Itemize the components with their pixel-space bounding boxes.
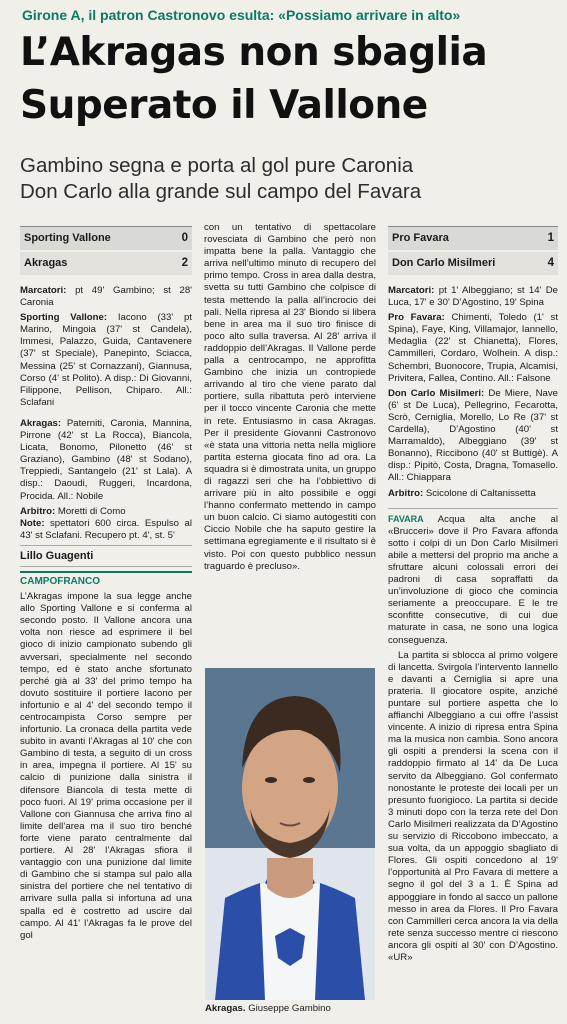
referee-paragraph [388, 488, 558, 500]
referee-label: Arbitro: [20, 505, 56, 517]
away-lineup-text: De Miere, Nave (6' st De Luca), Pellegrino, Fecarotta, Scrò, Cerniglia, Morello, Lo Re (37' st Cardella), D’Agostino (40' st Marramaldo), Albeggiano (39' st Bonanno), Riccibono (40' st Buttigè). A disp.: Pipitò, Costa, Dragna, Tomasello. All.: Chiappara [388, 387, 558, 484]
home-lineup-label: Sporting Vallone: [20, 312, 108, 324]
article-body-right-2: La partita si sblocca al primo volgere di lancetta. Svirgola l’intervento Iannello e davanti a Cerniglia si apre una prateria. Il giocatore ospite, anziché puntare sul portiere aspetta che lo affianchi Albeggiano a cui offre l’assist vincente. A inizio di ripresa entra Spina ma la musica non cambia. Sono ancora gli ospiti a prendersi la scena con il raddoppio firmato al 14' da De Luca servito da Albeggiano. Gol confermato nonostante le proteste dei locali per un presunto fuorigioco. La partita si decide 3 minuti dopo con la terza rete del Don Carlo Misilmeri realizzata da D’Agostino su servizio di Riccobono imbeccato, a sua volta, da un appoggio sbagliato di Flores. Gli ospiti concedono al 19' l’opportunità al Pro Favara di mettere a segno il gol del 3 a 1. È Spina ad appoggiare in fondo al sacco un pallone messo in area da Flores. Il Pro Favara con Cammilleri cerca ancora la via della rete senza successo mentre ci riescono ancora gli ospiti al 30' con D’Agostino. «UR» [388, 649, 558, 963]
subhead-line-1: Gambino segna e porta al gol pure Caronia [20, 154, 414, 177]
team-name: Akragas [24, 257, 68, 270]
author-byline: Lillo Guagenti [20, 545, 192, 567]
referee-label: Arbitro: [388, 487, 424, 499]
score-row-home [20, 227, 192, 250]
left-column [20, 226, 192, 945]
away-lineup-label: Don Carlo Misilmeri: [388, 387, 485, 399]
referee-paragraph [20, 506, 192, 518]
caption-text: Giuseppe Gambino [245, 1003, 331, 1014]
home-lineup-text: Chimenti, Toledo (1' st Spina), Faye, King, Villamajor, Iannello, Medaglia (22' st Chianetta), Flores, Cammilleri, Cordaro, Wolhein. A disp.: Schembri, Buonocore, Trupia, Alcamisi, Privitera, Fallea, Contino. All.: Falsone [388, 312, 558, 384]
headline-line-1: L’Akragas non sbaglia [20, 30, 488, 75]
photo-caption [205, 1003, 375, 1014]
right-column [388, 226, 558, 967]
team-name: Sporting Vallone [24, 232, 111, 245]
scorers-label: Marcatori: [388, 285, 435, 296]
score-row-home [388, 227, 558, 250]
referee-text: Moretti di Como [55, 505, 126, 517]
away-lineup-paragraph [388, 388, 558, 485]
home-lineup-label: Pro Favara: [388, 312, 445, 324]
team-name: Pro Favara [392, 232, 449, 245]
middle-column [204, 222, 376, 576]
article-body-middle: con un tentativo di spettacolare rovesciata di Gambino che però non impatta bene la palla. Vantaggio che arriva nell’ultimo minuto di recupero del primo tempo. Cross in area dalla destra, svetta su tutti Gambino che colpisce di testa mettendo la palla all’incrocio dei pali. Nella ripresa al 23' Biondo si libera bene in area ma il suo tiro finisce di poco alto sulla traversa. Al 28' arriva il raddoppio dell’Akragas. Il Vallone perde palla a centrocampo, ne approfitta Gambino che inizia un contropiede arrivando al tiro che viene parato dal portiere, sulla ribattuta però interviene per il tocco vincente Caronia che mette in rete. Entusiasmo in casa Akragas. Per il presidente Giovanni Castronovo «è stata una vittoria netta nella migliore partita esterna giocata fino ad ora. La squadra si è dimostrata unita, un gruppo di ragazzi seri che ha l’obbiettivo di arrivare più in alto possibile e oggi l’hanno confermato mettendo in campo un buon calcio. Ci siamo autogestiti con Ciccio Nobile che ha saputo gestire la settimana egregiamente e il risultato si è visto. Poi con questo pubblico nessun traguardo è precluso». [204, 222, 376, 572]
scorers-text: pt 49' Gambino; st 28' Caronia [20, 285, 192, 309]
team-name: Don Carlo Misilmeri [392, 257, 496, 270]
home-lineup-paragraph [388, 312, 558, 385]
article-body-left: L’Akragas impone la sua legge anche allo Sporting Vallone e si conferma al secondo posto. Il Vallone ancora una volta non riesce ad esprimere il bel gioco di inizio campionato subendo gli avversari, specialmente nel secondo tempo, ed è stato anche sfortunato perché già al 33' del primo tempo ha dovuto sostituire il portiere Iacono per infortunio e al 4' del secondo tempo il centrocampista Corso sempre per infortunio. La cronaca della partita vede subito in avanti l’Akragas al 10' che con Gambino di testa, a seguito di un cross in area, impegna il portiere. Al 15' su calcio di punizione dalla sinistra il difensore Biancola di testa mette di poco fuori. Al 19' prima occasione per il Vallone con Giannusa che arriva fino al limite dell’area ma il suo tiro benché forte viene parato centralmente dal portiere. Al 28' l’Akragas sfiora il vantaggio con una punizione dal limite di Gambino che si stampa sul palo alla sinistra del portiere che nel tentativo di arrivare sulla palla si infortuna ad una spalla ed è costretto ad uscire dal campo. Al 41' l’Akragas fa le prove del gol [20, 591, 192, 941]
score-row-away [20, 252, 192, 275]
team-score: 2 [181, 257, 188, 270]
scorers-label: Marcatori: [20, 285, 67, 296]
body-text: Acqua alta anche al «Brucceri» dove il Pro Favara affonda sotto i colpi di un Don Carlo Misilmeri abile a mettersi del proprio ma anche a sfruttare alcuni colossali errori dei padroni di casa sopraffatti da un’involuzione di gioco che comincia seriamente a preoccupare. E le tre sconfitte consecutive, di cui due maturate in casa, ne sono una logica conseguenza. [388, 513, 558, 646]
notes-text: spettatori 600 circa. Espulso al 43' st Sclafani. Recupero pt. 4', st. 5' [20, 517, 192, 541]
referee-text: Scicolone di Caltanissetta [423, 487, 536, 499]
home-lineup-text: Iacono (33' pt Marino, Mingoia (37' st Candela), Immesi, Palazzo, Guida, Cantavenere (37' st Speciale), Panepinto, Sciacca, Messina (25' st Cornazzani), Giannusa, Corso (4' st Polito). A disp.: Di Giovanni, Filippone, Pellison, Chiparo. All.: Sclafani [20, 312, 193, 408]
scoreboard-match-1 [20, 226, 192, 275]
home-lineup-paragraph [20, 312, 192, 409]
notes-label: Note: [20, 517, 45, 529]
section-label: CAMPOFRANCO [20, 571, 192, 588]
article-body-right-1 [388, 513, 558, 647]
scorers-text: pt 1' Albeggiano; st 14' De Luca, 17' e 30' D’Agostino, 19' Spina [388, 285, 558, 309]
scorers-paragraph [388, 285, 558, 309]
away-lineup-paragraph [20, 418, 192, 503]
team-score: 1 [547, 232, 554, 245]
headline-line-2: Superato il Vallone [20, 83, 428, 128]
caption-label: Akragas. [205, 1003, 246, 1014]
scoreboard-match-2 [388, 226, 558, 275]
player-photo [205, 668, 375, 1000]
team-score: 0 [181, 232, 188, 245]
player-portrait-illustration [205, 668, 375, 1000]
team-score: 4 [547, 257, 554, 270]
away-lineup-text: Paterniti, Caronia, Mannina, Pirrone (42' st La Rocca), Biancola, Licata, Bonomo, Pilonetto (46' st Graziano), Gambino (48' st Sodano), Treppiedi, Santangelo (21' st Lala). A disp.: Daoudi, Ruggeri, Incardona, Procida. All.: Nobile [20, 417, 192, 502]
score-row-away [388, 252, 558, 275]
dateline-place: FAVARA [388, 513, 424, 524]
scorers-paragraph [20, 285, 192, 309]
subhead-line-2: Don Carlo alla grande sul campo del Favara [20, 180, 422, 203]
notes-paragraph [20, 518, 192, 542]
away-lineup-label: Akragas: [20, 417, 62, 429]
kicker: Girone A, il patron Castronovo esulta: «Possiamo arrivare in alto» [22, 7, 461, 23]
